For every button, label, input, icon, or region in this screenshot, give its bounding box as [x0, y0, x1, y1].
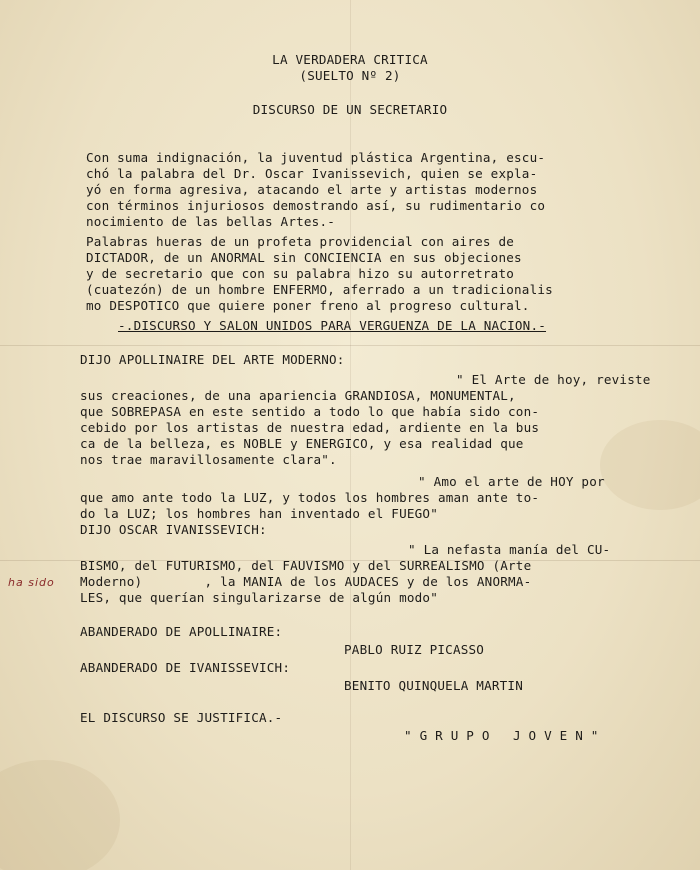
document-subtitle: (SUELTO Nº 2): [299, 68, 401, 83]
quote-line: LES, que querían singularizarse de algún modo": [80, 590, 438, 605]
text-line: y de secretario que con su palabra hizo su autorretrato: [86, 266, 515, 281]
quote-line: que SOBREPASA en este sentido a todo lo que había sido con-: [80, 404, 540, 419]
quote-line: cebido por los artistas de nuestra edad, ardiente en la bus: [80, 420, 540, 435]
quote-line: " La nefasta manía del CU-: [408, 542, 611, 557]
banner-label: ABANDERADO DE IVANISSEVICH:: [80, 660, 291, 675]
quote-line: do la LUZ; los hombres han inventado el FUEGO": [80, 506, 438, 521]
quote-line: nos trae maravillosamente clara".: [80, 452, 337, 467]
handwritten-note: ha sido: [8, 576, 55, 589]
text-line: Con suma indignación, la juventud plástica Argentina, escu-: [86, 150, 546, 165]
banner-name: BENITO QUINQUELA MARTIN: [344, 678, 523, 693]
paper-stain: [0, 760, 120, 870]
paper-stain: [600, 420, 700, 510]
slogan: -.DISCURSO Y SALON UNIDOS PARA VERGUENZA DE LA NACION.-: [118, 318, 547, 333]
quote-line: Moderno) , la MANIA de los AUDACES y de los ANORMA-: [80, 574, 532, 589]
quote-line: " El Arte de hoy, reviste: [456, 372, 651, 387]
quote-line: que amo ante todo la LUZ, y todos los hombres aman ante to-: [80, 490, 540, 505]
text-line: con términos injuriosos demostrando así, su rudimentario co: [86, 198, 546, 213]
banner-name: PABLO RUIZ PICASSO: [344, 642, 485, 657]
text-line: mo DESPOTICO que quiere poner freno al progreso cultural.: [86, 298, 530, 313]
text-line: chó la palabra del Dr. Oscar Ivanissevich, quien se expla-: [86, 166, 538, 181]
text-line: Palabras hueras de un profeta providencial con aires de: [86, 234, 515, 249]
quote-line: BISMO, del FUTURISMO, del FAUVISMO y del SURREALISMO (Arte: [80, 558, 532, 573]
quote-line: sus creaciones, de una apariencia GRANDIOSA, MONUMENTAL,: [80, 388, 516, 403]
document-heading: DISCURSO DE UN SECRETARIO: [252, 102, 448, 117]
ivanissevich-intro: DIJO OSCAR IVANISSEVICH:: [80, 522, 267, 537]
text-line: nocimiento de las bellas Artes.-: [86, 214, 336, 229]
text-line: (cuatezón) de un hombre ENFERMO, aferrado a un tradicionalis: [86, 282, 553, 297]
document-title: LA VERDADERA CRITICA: [272, 52, 428, 67]
banner-label: ABANDERADO DE APOLLINAIRE:: [80, 624, 283, 639]
text-line: yó en forma agresiva, atacando el arte y artistas modernos: [86, 182, 538, 197]
quote-line: ca de la belleza, es NOBLE y ENERGICO, y esa realidad que: [80, 436, 524, 451]
signature: " G R U P O J O V E N ": [404, 728, 599, 743]
apollinaire-intro: DIJO APOLLINAIRE DEL ARTE MODERNO:: [80, 352, 345, 367]
closing-line: EL DISCURSO SE JUSTIFICA.-: [80, 710, 283, 725]
text-line: DICTADOR, de un ANORMAL sin CONCIENCIA en sus objeciones: [86, 250, 522, 265]
quote-line: " Amo el arte de HOY por: [418, 474, 605, 489]
